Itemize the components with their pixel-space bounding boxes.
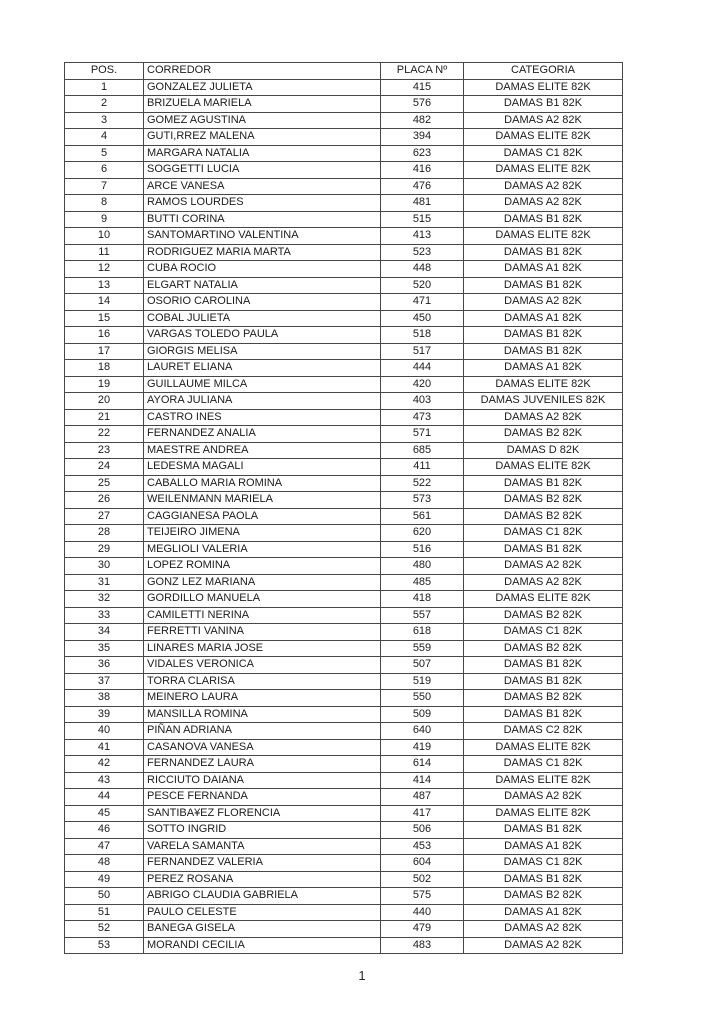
- placa-cell: 476: [381, 178, 464, 195]
- corredor-cell: FERRETTI VANINA: [144, 624, 381, 641]
- placa-cell: 517: [381, 343, 464, 360]
- corredor-cell: AYORA JULIANA: [144, 393, 381, 410]
- placa-cell: 479: [381, 921, 464, 938]
- table-row: [65, 591, 623, 608]
- placa-cell: 444: [381, 360, 464, 377]
- corredor-cell: SANTIBA¥EZ FLORENCIA: [144, 805, 381, 822]
- placa-cell: 440: [381, 904, 464, 921]
- pos-cell: 34: [65, 624, 144, 641]
- pos-cell: 29: [65, 541, 144, 558]
- table-row: [65, 376, 623, 393]
- corredor-cell: TORRA CLARISA: [144, 673, 381, 690]
- pos-cell: 32: [65, 591, 144, 608]
- pos-cell: 42: [65, 756, 144, 773]
- table-row: [65, 442, 623, 459]
- categoria-cell: DAMAS A1 82K: [464, 838, 623, 855]
- table-row: [65, 904, 623, 921]
- placa-cell: 550: [381, 690, 464, 707]
- placa-cell: 575: [381, 888, 464, 905]
- placa-cell: 420: [381, 376, 464, 393]
- placa-cell: 502: [381, 871, 464, 888]
- column-header-categoria: CATEGORIA: [464, 63, 623, 80]
- pos-cell: 5: [65, 145, 144, 162]
- pos-cell: 7: [65, 178, 144, 195]
- placa-cell: 573: [381, 492, 464, 509]
- pos-cell: 15: [65, 310, 144, 327]
- placa-cell: 413: [381, 228, 464, 245]
- placa-cell: 507: [381, 657, 464, 674]
- pos-cell: 37: [65, 673, 144, 690]
- corredor-cell: WEILENMANN MARIELA: [144, 492, 381, 509]
- pos-cell: 43: [65, 772, 144, 789]
- pos-cell: 51: [65, 904, 144, 921]
- table-row: [65, 129, 623, 146]
- pos-cell: 14: [65, 294, 144, 311]
- table-header-row: [65, 63, 623, 80]
- categoria-cell: DAMAS B2 82K: [464, 508, 623, 525]
- pos-cell: 17: [65, 343, 144, 360]
- corredor-cell: LINARES MARIA JOSE: [144, 640, 381, 657]
- table-row: [65, 475, 623, 492]
- placa-cell: 394: [381, 129, 464, 146]
- table-row: [65, 228, 623, 245]
- corredor-cell: FERNANDEZ ANALIA: [144, 426, 381, 443]
- corredor-cell: SANTOMARTINO VALENTINA: [144, 228, 381, 245]
- categoria-cell: DAMAS A1 82K: [464, 310, 623, 327]
- corredor-cell: GONZ LEZ MARIANA: [144, 574, 381, 591]
- table-row: [65, 607, 623, 624]
- column-header-corredor: CORREDOR: [144, 63, 381, 80]
- pos-cell: 38: [65, 690, 144, 707]
- table-row: [65, 838, 623, 855]
- pos-cell: 22: [65, 426, 144, 443]
- categoria-cell: DAMAS C1 82K: [464, 855, 623, 872]
- corredor-cell: CAGGIANESA PAOLA: [144, 508, 381, 525]
- categoria-cell: DAMAS B2 82K: [464, 426, 623, 443]
- corredor-cell: MEINERO LAURA: [144, 690, 381, 707]
- placa-cell: 453: [381, 838, 464, 855]
- corredor-cell: PESCE FERNANDA: [144, 789, 381, 806]
- categoria-cell: DAMAS A2 82K: [464, 294, 623, 311]
- categoria-cell: DAMAS B2 82K: [464, 492, 623, 509]
- table-row: [65, 244, 623, 261]
- categoria-cell: DAMAS B1 82K: [464, 871, 623, 888]
- corredor-cell: MEGLIOLI VALERIA: [144, 541, 381, 558]
- placa-cell: 623: [381, 145, 464, 162]
- corredor-cell: ELGART NATALIA: [144, 277, 381, 294]
- corredor-cell: BUTTI CORINA: [144, 211, 381, 228]
- table-row: [65, 459, 623, 476]
- categoria-cell: DAMAS B1 82K: [464, 475, 623, 492]
- table-row: [65, 657, 623, 674]
- table-row: [65, 426, 623, 443]
- corredor-cell: ARCE VANESA: [144, 178, 381, 195]
- placa-cell: 471: [381, 294, 464, 311]
- categoria-cell: DAMAS ELITE 82K: [464, 79, 623, 96]
- pos-cell: 46: [65, 822, 144, 839]
- table-row: [65, 211, 623, 228]
- placa-cell: 685: [381, 442, 464, 459]
- corredor-cell: VARGAS TOLEDO PAULA: [144, 327, 381, 344]
- table-row: [65, 178, 623, 195]
- table-row: [65, 640, 623, 657]
- table-row: [65, 360, 623, 377]
- table-row: [65, 145, 623, 162]
- table-row: [65, 492, 623, 509]
- corredor-cell: RICCIUTO DAIANA: [144, 772, 381, 789]
- pos-cell: 12: [65, 261, 144, 278]
- placa-cell: 522: [381, 475, 464, 492]
- placa-cell: 620: [381, 525, 464, 542]
- placa-cell: 559: [381, 640, 464, 657]
- table-row: [65, 855, 623, 872]
- table-row: [65, 310, 623, 327]
- categoria-cell: DAMAS A1 82K: [464, 261, 623, 278]
- corredor-cell: RODRIGUEZ MARIA MARTA: [144, 244, 381, 261]
- pos-cell: 30: [65, 558, 144, 575]
- categoria-cell: DAMAS D 82K: [464, 442, 623, 459]
- categoria-cell: DAMAS A1 82K: [464, 904, 623, 921]
- placa-cell: 419: [381, 739, 464, 756]
- table-row: [65, 525, 623, 542]
- pos-cell: 36: [65, 657, 144, 674]
- pos-cell: 48: [65, 855, 144, 872]
- corredor-cell: ABRIGO CLAUDIA GABRIELA: [144, 888, 381, 905]
- corredor-cell: BRIZUELA MARIELA: [144, 96, 381, 113]
- corredor-cell: SOGGETTI LUCIA: [144, 162, 381, 179]
- categoria-cell: DAMAS B1 82K: [464, 541, 623, 558]
- placa-cell: 519: [381, 673, 464, 690]
- pos-cell: 18: [65, 360, 144, 377]
- placa-cell: 482: [381, 112, 464, 129]
- pos-cell: 53: [65, 937, 144, 954]
- corredor-cell: SOTTO INGRID: [144, 822, 381, 839]
- pos-cell: 16: [65, 327, 144, 344]
- pos-cell: 9: [65, 211, 144, 228]
- corredor-cell: COBAL JULIETA: [144, 310, 381, 327]
- placa-cell: 506: [381, 822, 464, 839]
- table-row: [65, 805, 623, 822]
- placa-cell: 576: [381, 96, 464, 113]
- corredor-cell: PEREZ ROSANA: [144, 871, 381, 888]
- table-row: [65, 937, 623, 954]
- categoria-cell: DAMAS C1 82K: [464, 624, 623, 641]
- table-row: [65, 624, 623, 641]
- placa-cell: 520: [381, 277, 464, 294]
- table-body: [65, 79, 623, 954]
- categoria-cell: DAMAS A2 82K: [464, 558, 623, 575]
- pos-cell: 26: [65, 492, 144, 509]
- categoria-cell: DAMAS ELITE 82K: [464, 228, 623, 245]
- categoria-cell: DAMAS ELITE 82K: [464, 805, 623, 822]
- placa-cell: 571: [381, 426, 464, 443]
- corredor-cell: GIORGIS MELISA: [144, 343, 381, 360]
- table-row: [65, 772, 623, 789]
- table-row: [65, 690, 623, 707]
- table-row: [65, 112, 623, 129]
- categoria-cell: DAMAS B1 82K: [464, 822, 623, 839]
- categoria-cell: DAMAS B2 82K: [464, 640, 623, 657]
- placa-cell: 483: [381, 937, 464, 954]
- table-row: [65, 706, 623, 723]
- placa-cell: 448: [381, 261, 464, 278]
- categoria-cell: DAMAS ELITE 82K: [464, 162, 623, 179]
- categoria-cell: DAMAS A1 82K: [464, 360, 623, 377]
- pos-cell: 35: [65, 640, 144, 657]
- table-row: [65, 739, 623, 756]
- pos-cell: 44: [65, 789, 144, 806]
- column-header-placa: PLACA Nº: [381, 63, 464, 80]
- categoria-cell: DAMAS A2 82K: [464, 789, 623, 806]
- placa-cell: 557: [381, 607, 464, 624]
- table-row: [65, 393, 623, 410]
- categoria-cell: DAMAS B1 82K: [464, 673, 623, 690]
- pos-cell: 41: [65, 739, 144, 756]
- corredor-cell: BANEGA GISELA: [144, 921, 381, 938]
- categoria-cell: DAMAS ELITE 82K: [464, 129, 623, 146]
- categoria-cell: DAMAS B1 82K: [464, 96, 623, 113]
- pos-cell: 49: [65, 871, 144, 888]
- table-row: [65, 261, 623, 278]
- pos-cell: 10: [65, 228, 144, 245]
- start-list-table: [64, 62, 623, 954]
- table-row: [65, 96, 623, 113]
- table-row: [65, 508, 623, 525]
- categoria-cell: DAMAS ELITE 82K: [464, 376, 623, 393]
- table-row: [65, 294, 623, 311]
- table-row: [65, 822, 623, 839]
- corredor-cell: GUTI,RREZ MALENA: [144, 129, 381, 146]
- column-header-pos: POS.: [65, 63, 144, 80]
- corredor-cell: MARGARA NATALIA: [144, 145, 381, 162]
- placa-cell: 450: [381, 310, 464, 327]
- placa-cell: 417: [381, 805, 464, 822]
- placa-cell: 614: [381, 756, 464, 773]
- corredor-cell: GORDILLO MANUELA: [144, 591, 381, 608]
- categoria-cell: DAMAS ELITE 82K: [464, 739, 623, 756]
- categoria-cell: DAMAS B2 82K: [464, 607, 623, 624]
- table-row: [65, 888, 623, 905]
- pos-cell: 1: [65, 79, 144, 96]
- corredor-cell: GONZALEZ JULIETA: [144, 79, 381, 96]
- categoria-cell: DAMAS JUVENILES 82K: [464, 393, 623, 410]
- placa-cell: 561: [381, 508, 464, 525]
- categoria-cell: DAMAS A2 82K: [464, 409, 623, 426]
- categoria-cell: DAMAS B1 82K: [464, 327, 623, 344]
- categoria-cell: DAMAS A2 82K: [464, 195, 623, 212]
- table-row: [65, 195, 623, 212]
- corredor-cell: GUILLAUME MILCA: [144, 376, 381, 393]
- pos-cell: 3: [65, 112, 144, 129]
- corredor-cell: RAMOS LOURDES: [144, 195, 381, 212]
- categoria-cell: DAMAS C1 82K: [464, 756, 623, 773]
- table-row: [65, 789, 623, 806]
- placa-cell: 523: [381, 244, 464, 261]
- pos-cell: 13: [65, 277, 144, 294]
- placa-cell: 416: [381, 162, 464, 179]
- corredor-cell: CABALLO MARIA ROMINA: [144, 475, 381, 492]
- categoria-cell: DAMAS B1 82K: [464, 657, 623, 674]
- table-row: [65, 541, 623, 558]
- corredor-cell: MANSILLA ROMINA: [144, 706, 381, 723]
- placa-cell: 485: [381, 574, 464, 591]
- placa-cell: 618: [381, 624, 464, 641]
- pos-cell: 24: [65, 459, 144, 476]
- placa-cell: 516: [381, 541, 464, 558]
- corredor-cell: CUBA ROCIO: [144, 261, 381, 278]
- categoria-cell: DAMAS C1 82K: [464, 525, 623, 542]
- pos-cell: 19: [65, 376, 144, 393]
- table-row: [65, 558, 623, 575]
- table-row: [65, 79, 623, 96]
- placa-cell: 414: [381, 772, 464, 789]
- pos-cell: 6: [65, 162, 144, 179]
- pos-cell: 50: [65, 888, 144, 905]
- corredor-cell: CASTRO INES: [144, 409, 381, 426]
- categoria-cell: DAMAS B1 82K: [464, 343, 623, 360]
- placa-cell: 518: [381, 327, 464, 344]
- pos-cell: 23: [65, 442, 144, 459]
- categoria-cell: DAMAS A2 82K: [464, 937, 623, 954]
- placa-cell: 403: [381, 393, 464, 410]
- corredor-cell: LOPEZ ROMINA: [144, 558, 381, 575]
- pos-cell: 20: [65, 393, 144, 410]
- placa-cell: 415: [381, 79, 464, 96]
- pos-cell: 47: [65, 838, 144, 855]
- table-row: [65, 756, 623, 773]
- categoria-cell: DAMAS B1 82K: [464, 244, 623, 261]
- table-row: [65, 409, 623, 426]
- categoria-cell: DAMAS ELITE 82K: [464, 772, 623, 789]
- pos-cell: 2: [65, 96, 144, 113]
- table-row: [65, 277, 623, 294]
- placa-cell: 487: [381, 789, 464, 806]
- table-row: [65, 574, 623, 591]
- corredor-cell: LEDESMA MAGALI: [144, 459, 381, 476]
- pos-cell: 33: [65, 607, 144, 624]
- placa-cell: 481: [381, 195, 464, 212]
- categoria-cell: DAMAS A2 82K: [464, 574, 623, 591]
- pos-cell: 31: [65, 574, 144, 591]
- categoria-cell: DAMAS B2 82K: [464, 690, 623, 707]
- corredor-cell: FERNANDEZ LAURA: [144, 756, 381, 773]
- categoria-cell: DAMAS C1 82K: [464, 145, 623, 162]
- pos-cell: 40: [65, 723, 144, 740]
- page-number: 1: [358, 968, 366, 983]
- table-row: [65, 871, 623, 888]
- corredor-cell: VARELA SAMANTA: [144, 838, 381, 855]
- table-row: [65, 673, 623, 690]
- categoria-cell: DAMAS ELITE 82K: [464, 591, 623, 608]
- table-row: [65, 162, 623, 179]
- pos-cell: 11: [65, 244, 144, 261]
- table-row: [65, 723, 623, 740]
- categoria-cell: DAMAS A2 82K: [464, 112, 623, 129]
- placa-cell: 509: [381, 706, 464, 723]
- categoria-cell: DAMAS ELITE 82K: [464, 459, 623, 476]
- corredor-cell: OSORIO CAROLINA: [144, 294, 381, 311]
- table-row: [65, 327, 623, 344]
- placa-cell: 473: [381, 409, 464, 426]
- placa-cell: 411: [381, 459, 464, 476]
- pos-cell: 45: [65, 805, 144, 822]
- categoria-cell: DAMAS A2 82K: [464, 178, 623, 195]
- corredor-cell: MAESTRE ANDREA: [144, 442, 381, 459]
- categoria-cell: DAMAS B1 82K: [464, 211, 623, 228]
- pos-cell: 28: [65, 525, 144, 542]
- pos-cell: 27: [65, 508, 144, 525]
- corredor-cell: PIÑAN ADRIANA: [144, 723, 381, 740]
- categoria-cell: DAMAS A2 82K: [464, 921, 623, 938]
- table-row: [65, 343, 623, 360]
- categoria-cell: DAMAS B1 82K: [464, 706, 623, 723]
- pos-cell: 4: [65, 129, 144, 146]
- corredor-cell: VIDALES VERONICA: [144, 657, 381, 674]
- placa-cell: 418: [381, 591, 464, 608]
- placa-cell: 604: [381, 855, 464, 872]
- corredor-cell: CAMILETTI NERINA: [144, 607, 381, 624]
- pos-cell: 39: [65, 706, 144, 723]
- corredor-cell: CASANOVA VANESA: [144, 739, 381, 756]
- pos-cell: 25: [65, 475, 144, 492]
- corredor-cell: FERNANDEZ VALERIA: [144, 855, 381, 872]
- table-row: [65, 921, 623, 938]
- corredor-cell: TEIJEIRO JIMENA: [144, 525, 381, 542]
- placa-cell: 640: [381, 723, 464, 740]
- pos-cell: 21: [65, 409, 144, 426]
- categoria-cell: DAMAS C2 82K: [464, 723, 623, 740]
- pos-cell: 52: [65, 921, 144, 938]
- corredor-cell: PAULO CELESTE: [144, 904, 381, 921]
- categoria-cell: DAMAS B2 82K: [464, 888, 623, 905]
- corredor-cell: MORANDI CECILIA: [144, 937, 381, 954]
- placa-cell: 480: [381, 558, 464, 575]
- placa-cell: 515: [381, 211, 464, 228]
- pos-cell: 8: [65, 195, 144, 212]
- corredor-cell: LAURET ELIANA: [144, 360, 381, 377]
- categoria-cell: DAMAS B1 82K: [464, 277, 623, 294]
- corredor-cell: GOMEZ AGUSTINA: [144, 112, 381, 129]
